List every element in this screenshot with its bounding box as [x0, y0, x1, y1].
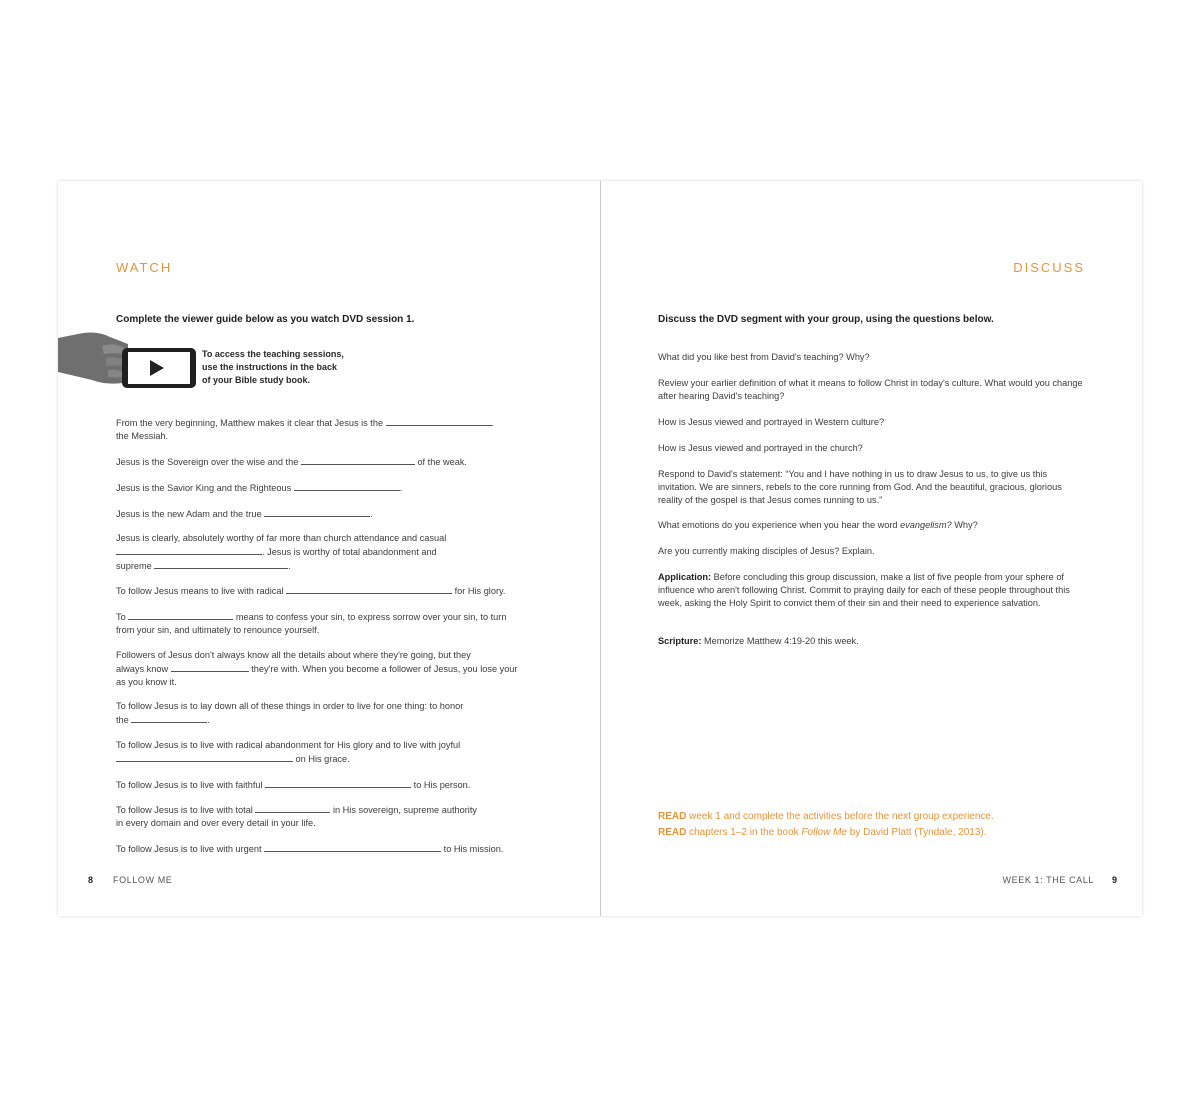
- read-assignment: READ week 1 and complete the activities before the next group experience.: [658, 811, 994, 822]
- fill-blank[interactable]: [294, 481, 400, 491]
- read-assignment: READ chapters 1–2 in the book Follow Me by David Platt (Tyndale, 2013).: [658, 827, 987, 838]
- fill-blank[interactable]: [264, 507, 370, 517]
- hand-phone-illustration: [58, 324, 208, 394]
- guide-item: Jesus is the Savior King and the Righteous .: [116, 483, 403, 493]
- discuss-title: DISCUSS: [1013, 260, 1085, 275]
- fill-blank[interactable]: [301, 455, 415, 465]
- left-page: [58, 181, 600, 916]
- fill-blank[interactable]: [154, 559, 288, 569]
- fill-blank[interactable]: [255, 803, 330, 813]
- discussion-question: Respond to David's statement: “You and I have nothing in us to draw Jesus to us, to give us this invitation. We are sinners, rebels to the core running from God. And the beautiful, gracious, glorious reality of the gospel is that Jesus comes running to us.”: [658, 469, 1062, 505]
- running-footer: FOLLOW ME: [113, 875, 173, 885]
- right-page: [601, 181, 1142, 916]
- fill-blank[interactable]: [386, 416, 492, 426]
- guide-item: Jesus is the new Adam and the true .: [116, 509, 373, 519]
- discussion-question: What emotions do you experience when you hear the word evangelism? Why?: [658, 520, 978, 530]
- guide-item: Jesus is the Sovereign over the wise and the of the weak.: [116, 457, 467, 467]
- guide-item: Jesus is clearly, absolutely worthy of far more than church attendance and casual . Jesus is worthy of total abandonment and supreme .: [116, 533, 447, 571]
- guide-item: Followers of Jesus don't always know all the details about where they're going, but they always know they're with. When you become a follower of Jesus, you lose your as you know it.: [116, 650, 518, 687]
- discussion-question: What did you like best from David's teaching? Why?: [658, 352, 870, 362]
- fill-blank[interactable]: [116, 752, 293, 762]
- discuss-intro: Discuss the DVD segment with your group, using the questions below.: [658, 314, 994, 325]
- application-block: Application: Before concluding this group discussion, make a list of five people from your sphere of influence who aren't following Christ. Commit to praying daily for each of these people throughout this week, asking the Holy Spirit to convict them of their sin and their need to experience salvation.: [658, 572, 1070, 608]
- dvd-access-note: To access the teaching sessions, use the instructions in the back of your Bible study book.: [202, 349, 344, 385]
- viewer-guide-intro: Complete the viewer guide below as you watch DVD session 1.: [116, 314, 415, 325]
- fill-blank[interactable]: [128, 610, 233, 620]
- guide-item: To follow Jesus is to live with total in His sovereign, supreme authority in every domain and over every detail in your life.: [116, 805, 477, 828]
- guide-item: To means to confess your sin, to express sorrow over your sin, to turn from your sin, and ultimately to renounce yourself.: [116, 612, 507, 635]
- fill-blank[interactable]: [131, 713, 207, 723]
- guide-item: To follow Jesus is to live with urgent to His mission.: [116, 844, 504, 854]
- book-spread: [58, 181, 1142, 916]
- discussion-question: How is Jesus viewed and portrayed in Western culture?: [658, 417, 885, 427]
- fill-blank[interactable]: [116, 545, 262, 555]
- fill-blank[interactable]: [171, 662, 249, 672]
- fill-blank[interactable]: [265, 778, 411, 788]
- guide-item: To follow Jesus is to lay down all of these things in order to live for one thing: to honor the .: [116, 701, 464, 725]
- fill-blank[interactable]: [264, 842, 441, 852]
- page-number: 9: [1111, 875, 1117, 885]
- watch-title: WATCH: [116, 260, 173, 275]
- guide-item: To follow Jesus is to live with radical abandonment for His glory and to live with joyful on His grace.: [116, 740, 461, 764]
- discussion-question: How is Jesus viewed and portrayed in the church?: [658, 443, 863, 453]
- scripture-block: Scripture: Memorize Matthew 4:19-20 this week.: [658, 636, 859, 646]
- discussion-question: Are you currently making disciples of Jesus? Explain.: [658, 546, 875, 556]
- running-footer: WEEK 1: THE CALL: [1002, 875, 1094, 885]
- fill-blank[interactable]: [286, 584, 452, 594]
- guide-item: To follow Jesus means to live with radical for His glory.: [116, 586, 506, 596]
- discussion-question: Review your earlier definition of what it means to follow Christ in today's culture. What would you change after hearing David's teaching?: [658, 378, 1083, 401]
- guide-item: To follow Jesus is to live with faithful to His person.: [116, 780, 471, 790]
- hand-icon: [58, 324, 208, 394]
- page-number: 8: [88, 875, 94, 885]
- guide-item: From the very beginning, Matthew makes it clear that Jesus is the . the Messiah.: [116, 418, 495, 441]
